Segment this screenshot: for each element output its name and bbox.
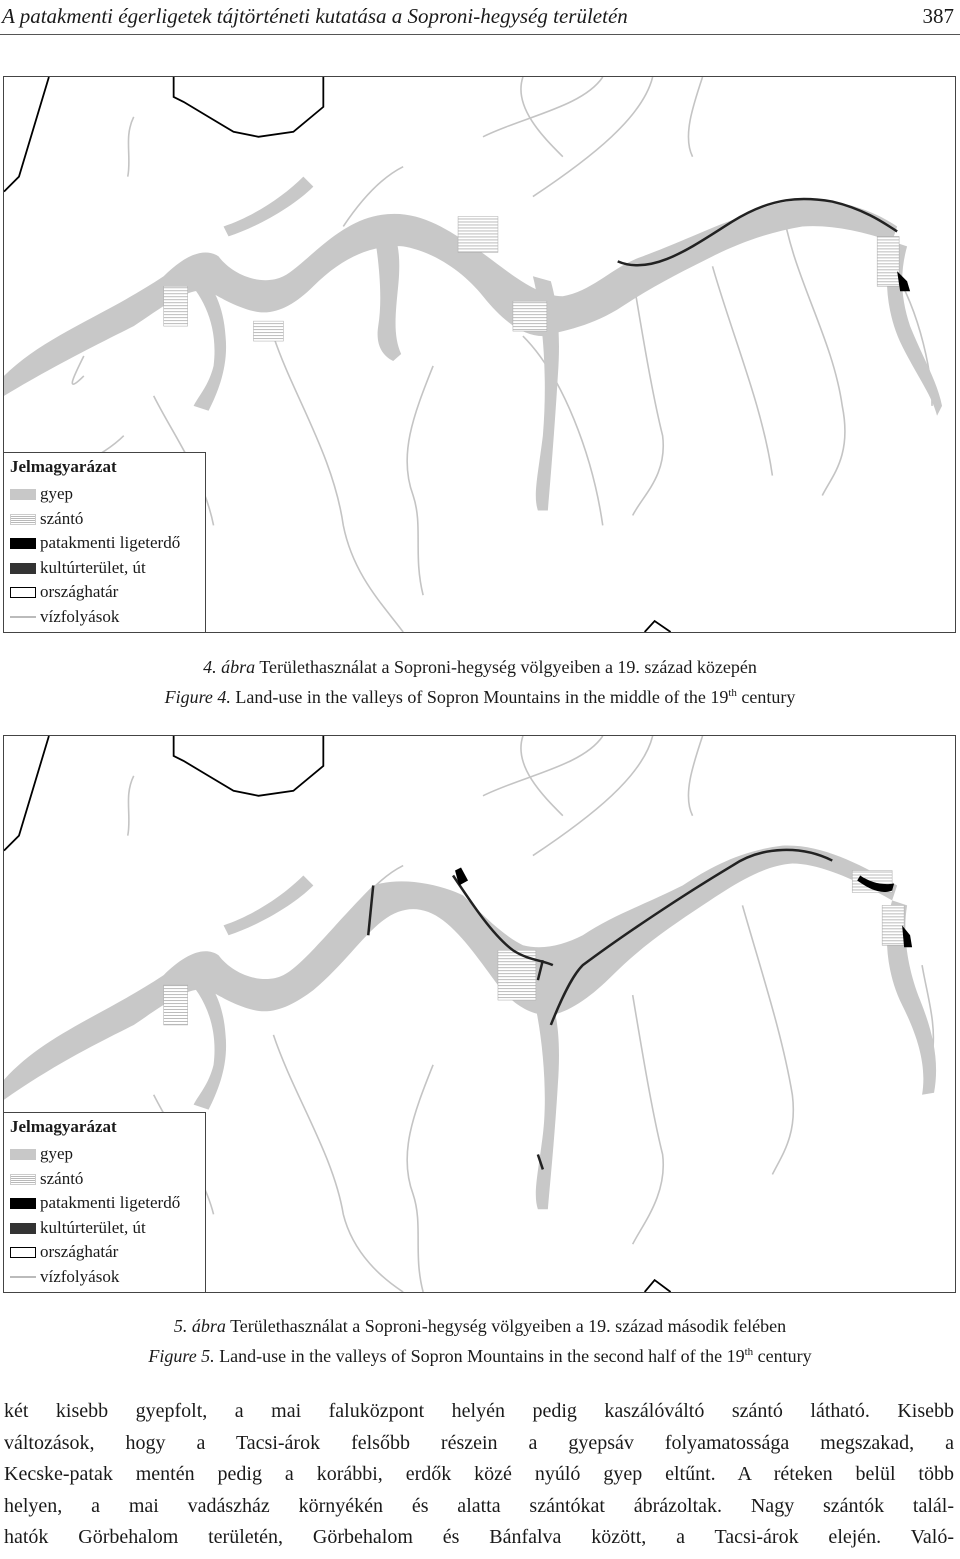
legend-item-szanto (10, 1168, 199, 1193)
legend-item-orszaghatar (10, 581, 199, 606)
legend-item-gyep (10, 1143, 199, 1168)
legend-item-vizfolyas (10, 1266, 199, 1291)
figure-4-map (3, 76, 956, 633)
caption-label: Figure 5. (148, 1346, 215, 1366)
watercourse-swatch (10, 616, 36, 618)
legend-label: kultúrterület, út (40, 557, 146, 577)
figure-5-caption (0, 1313, 960, 1369)
grassland-swatch (10, 489, 36, 500)
legend-label: patakmenti ligeterdő (40, 533, 181, 552)
body-line: két kisebb gyepfolt, a mai faluközpont helyén pedig kaszálóváltó szántó látható. Kisebb (4, 1400, 954, 1422)
caption-text: Land-use in the valleys of Sopron Mountains in the middle of the 19 (230, 687, 729, 707)
caption-superscript: th (744, 1346, 754, 1358)
legend-title: Jelmagyarázat (10, 1117, 117, 1136)
map-legend (4, 1112, 206, 1292)
legend-label: gyep (40, 1144, 74, 1163)
legend-item-ligeterdo (10, 1192, 199, 1217)
caption-text: Területhasználat a Soproni-hegység völgyeiben a 19. század közepén (255, 657, 757, 677)
caption-label: 5. ábra (173, 1316, 226, 1336)
legend-item-orszaghatar (10, 1241, 199, 1266)
legend-label: kultúrterület, út (40, 1217, 146, 1237)
figure-5-map (3, 735, 956, 1293)
legend-label: országhatár (40, 582, 119, 601)
caption-label: Figure 4. (164, 687, 231, 707)
caption-english (0, 1339, 960, 1369)
caption-superscript: th (728, 687, 737, 699)
legend-item-kultur (10, 1217, 199, 1242)
caption-text: Területhasználat a Soproni-hegység völgyeiben a 19. század második felében (225, 1316, 787, 1336)
legend-item-kultur (10, 557, 199, 582)
caption-label: 4. ábra (203, 657, 256, 677)
legend-label: vízfolyások (40, 606, 120, 626)
body-line: változások, hogy a Tacsi-árok felsőbb részein a gyepsáv folyamatossága megszakad, a (4, 1431, 954, 1454)
cultivated-swatch (10, 563, 36, 574)
legend-item-ligeterdo (10, 532, 199, 557)
legend-title: Jelmagyarázat (10, 457, 117, 476)
legend-label: gyep (40, 484, 74, 503)
body-line: hatók Görbehalom területén, Görbehalom és Bánfalva között, a Tacsi-árok elején. Való- (4, 1526, 954, 1548)
figure-4-caption (0, 654, 960, 710)
border-swatch (10, 587, 36, 598)
forest-swatch (10, 1198, 36, 1209)
page-number: 387 (922, 4, 954, 28)
watercourse-swatch (10, 1276, 36, 1278)
legend-label: patakmenti ligeterdő (40, 1193, 181, 1212)
legend-item-szanto (10, 508, 199, 533)
running-header (0, 0, 960, 35)
cultivated-swatch (10, 1223, 36, 1234)
legend-label: vízfolyások (40, 1266, 120, 1286)
caption-english (0, 680, 960, 710)
map-legend (4, 452, 206, 632)
border-swatch (10, 1247, 36, 1258)
caption-hungarian (0, 654, 960, 680)
legend-label: szántó (40, 1168, 84, 1188)
running-title: A patakmenti égerligetek tájtörténeti kutatása a Soproni-hegység területén (2, 4, 628, 28)
arable-swatch (10, 514, 36, 525)
body-line: Kecske-patak mentén pedig a korábbi, erdők közé nyúló gyep eltűnt. A réteken belül több (4, 1463, 954, 1485)
caption-text-tail: century (736, 687, 796, 707)
arable-swatch (10, 1174, 36, 1185)
legend-label: szántó (40, 508, 84, 528)
forest-swatch (10, 538, 36, 549)
legend-item-vizfolyas (10, 606, 199, 631)
legend-label: országhatár (40, 1242, 119, 1261)
grassland-swatch (10, 1149, 36, 1160)
caption-text: Land-use in the valleys of Sopron Mountains in the second half of the 19 (214, 1346, 745, 1366)
caption-text-tail: century (753, 1346, 812, 1366)
body-paragraph (4, 1396, 954, 1554)
caption-hungarian (0, 1313, 960, 1339)
body-line: helyen, a mai vadászház környékén és alatta szántókat ábrázoltak. Nagy szántók talál- (4, 1494, 954, 1517)
legend-item-gyep (10, 483, 199, 508)
